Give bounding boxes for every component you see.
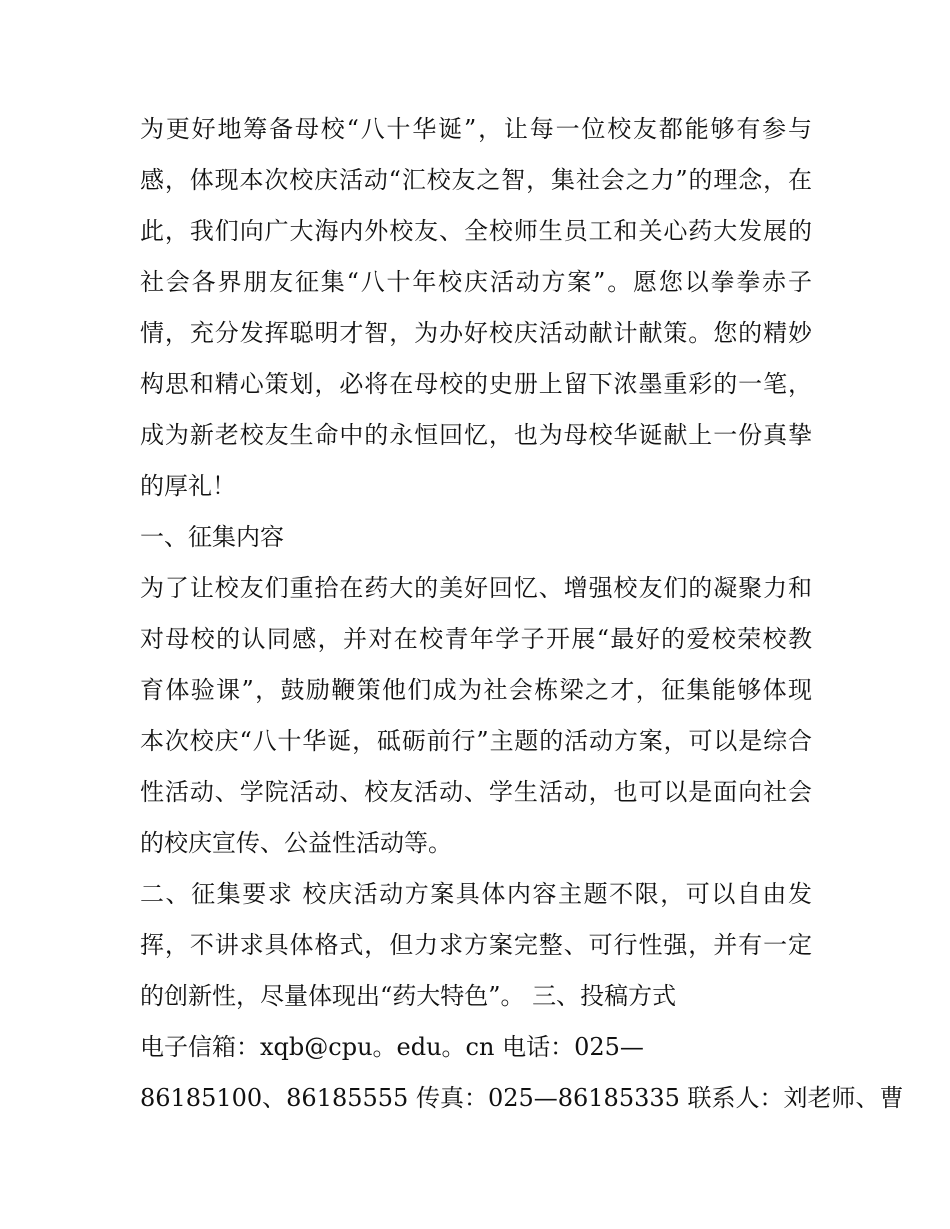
text-line: 育体验课”，鼓励鞭策他们成为社会栋梁之才，征集能够体现 [140, 676, 812, 704]
text-line: 此，我们向广大海内外校友、全校师生员工和关心药大发展的 [140, 217, 812, 245]
text-line: 对母校的认同感，并对在校青年学子开展“最好的爱校荣校教 [140, 625, 812, 653]
text-line: 的创新性，尽量体现出“药大特色”。 三、投稿方式 [140, 982, 677, 1010]
text-line: 为了让校友们重拾在药大的美好回忆、增强校友们的凝聚力和 [140, 574, 812, 602]
text-line: 成为新老校友生命中的永恒回忆，也为母校华诞献上一份真挚 [140, 421, 812, 449]
text-line: 的校庆宣传、公益性活动等。 [140, 829, 452, 857]
text-line: 本次校庆“八十华诞，砥砺前行”主题的活动方案，可以是综合 [140, 727, 812, 755]
text-line: 社会各界朋友征集“八十年校庆活动方案”。愿您以拳拳赤子 [140, 268, 812, 296]
text-line: 构思和精心策划，必将在母校的史册上留下浓墨重彩的一笔， [140, 370, 812, 398]
section-heading-content: 一、征集内容 [140, 523, 284, 551]
text-line: 的厚礼！ [140, 472, 236, 500]
contact-email-line: 电子信箱：xqb@cpu。edu。cn 电话：025— [140, 1033, 644, 1061]
text-line: 感，体现本次校庆活动“汇校友之智，集社会之力”的理念，在 [140, 166, 812, 194]
text-line: 性活动、学院活动、校友活动、学生活动，也可以是面向社会 [140, 778, 812, 806]
contact-phone-line: 86185100、86185555 传真：025—86185335 联系人：刘老师、曹 [140, 1084, 904, 1112]
section-heading-requirements: 二、征集要求 校庆活动方案具体内容主题不限，可以自由发 [140, 880, 812, 908]
text-line: 情，充分发挥聪明才智，为办好校庆活动献计献策。您的精妙 [140, 319, 812, 347]
document-body [140, 104, 904, 1124]
text-line: 挥，不讲求具体格式，但力求方案完整、可行性强，并有一定 [140, 931, 812, 959]
text-line: 为更好地筹备母校“八十华诞”，让每一位校友都能够有参与 [140, 115, 812, 143]
